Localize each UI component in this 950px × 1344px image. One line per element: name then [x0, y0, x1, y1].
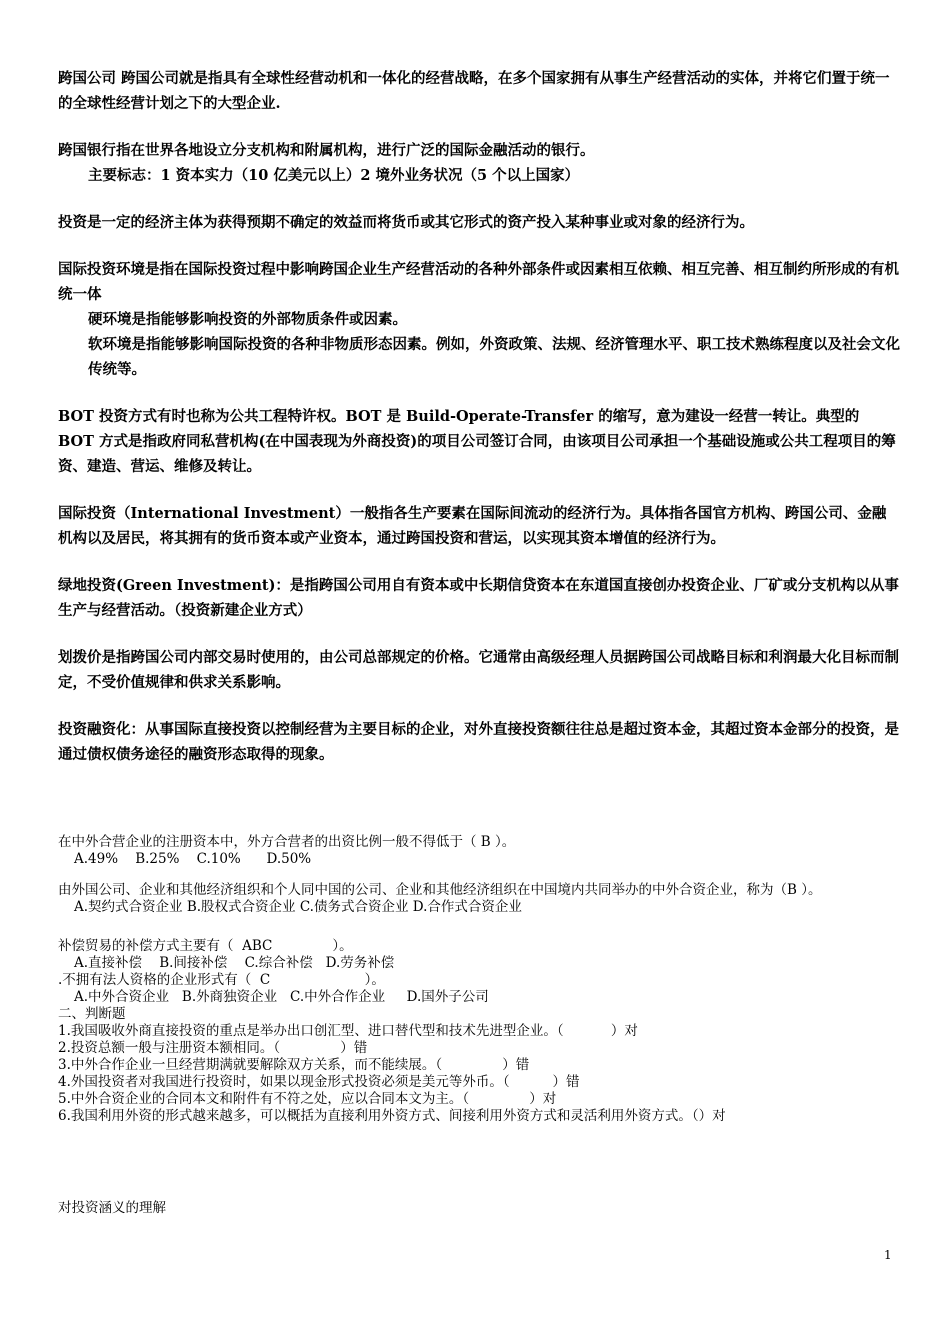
- judgment-item: 5.中外合资企业的合同本文和附件有不符之处，应以合同本文为主。（ ）对: [58, 1091, 557, 1107]
- question-2-options: A.契约式合资企业 B.股权式合资企业 C.债务式合资企业 D.合作式合资企业: [74, 899, 522, 915]
- judgment-item: 4.外国投资者对我国进行投资时，如果以现金形式投资必须是美元等外币。（ ）错: [58, 1074, 580, 1090]
- definition-sub-item: 主要标志：1 资本实力（10 亿美元以上）2 境外业务状况（5 个以上国家）: [88, 167, 580, 184]
- question-3: 补偿贸易的补偿方式主要有（ ABC ）。: [58, 938, 353, 954]
- question-3-options: A.直接补偿 B.间接补偿 C.综合补偿 D.劳务补偿: [74, 955, 395, 971]
- definition-bot: BOT 投资方式有时也称为公共工程特许权。BOT 是 Build-Operate-Transfer 的缩写，意为建设一经营一转让。典型的 BOT 方式是指政府同私营机构(在中国表现为外商投资)的项目公司签订合同，由该项目公司承担一个基础设施或公共工程项目的筹资、建造、营运、维修及转让。: [58, 408, 896, 475]
- question-4-options: A.中外合资企业 B.外商独资企业 C.中外合作企业 D.国外子公司: [74, 989, 489, 1005]
- page-number: 1: [884, 1248, 892, 1262]
- judgment-item: 1.我国吸收外商直接投资的重点是举办出口创汇型、进口替代型和技术先进型企业。（ ）对: [58, 1023, 638, 1039]
- question-1: 在中外合营企业的注册资本中，外方合营者的出资比例一般不得低于（ B ）。: [58, 834, 516, 850]
- definition-sub-item: 软环境是指能够影响国际投资的各种非物质形态因素。例如，外资政策、法规、经济管理水平、职工技术熟练程度以及社会文化传统等。: [88, 336, 900, 378]
- definition-investment: 投资是一定的经济主体为获得预期不确定的效益而将货币或其它形式的资产投入某种事业或对象的经济行为。: [58, 214, 754, 231]
- definition-sub-item: 硬环境是指能够影响投资的外部物质条件或因素。: [88, 311, 407, 328]
- section-title-judgment: 二、判断题: [58, 1006, 126, 1022]
- definition-multinational-corporation: 跨国公司 跨国公司就是指具有全球性经营动机和一体化的经营战略，在多个国家拥有从事生产经营活动的实体，并将它们置于统一的全球性经营计划之下的大型企业.: [58, 70, 890, 112]
- judgment-item: 6.我国利用外资的形式越来越多，可以概括为直接利用外资方式、间接利用外资方式和灵活利用外资方式。（）对: [58, 1108, 726, 1124]
- definitions-section: [58, 66, 900, 789]
- definition-multinational-bank: 跨国银行指在世界各地设立分支机构和附属机构，进行广泛的国际金融活动的银行。 主要标志：1 资本实力（10 亿美元以上）2 境外业务状况（5 个以上国家）: [58, 138, 900, 188]
- question-2: 由外国公司、企业和其他经济组织和个人同中国的公司、企业和其他经济组织在中国境内共同举办的中外合资企业，称为（B ）。: [58, 882, 822, 898]
- definition-investment-financing: 投资融资化：从事国际直接投资以控制经营为主要目标的企业，对外直接投资额往往总是超过资本金，其超过资本金部分的投资，是通过债权债务途径的融资形态取得的现象。: [58, 721, 899, 763]
- definition-investment-environment: 国际投资环境是指在国际投资过程中影响跨国企业生产经营活动的各种外部条件或因素相互依赖、相互完善、相互制约所形成的有机统一体 硬环境是指能够影响投资的外部物质条件或因素。 软环境是指能够影响国际投资的各种非物质形态因素。例如，外资政策、法规、经济管理水平、职工技术熟练程度以及社会文化传统等。: [58, 257, 900, 382]
- definition-transfer-price: 划拨价是指跨国公司内部交易时使用的，由公司总部规定的价格。它通常由高级经理人员据跨国公司战略目标和利润最大化目标而制定，不受价值规律和供求关系影响。: [58, 649, 899, 691]
- definition-international-investment: 国际投资（International Investment）一般指各生产要素在国际间流动的经济行为。具体指各国官方机构、跨国公司、金融机构以及居民，将其拥有的货币资本或产业资本，通过跨国投资和营运，以实现其资本增值的经济行为。: [58, 505, 887, 547]
- judgment-item: 3.中外合作企业一旦经营期满就要解除双方关系，而不能续展。（ ）错: [58, 1057, 530, 1073]
- judgment-item: 2.投资总额一般与注册资本额相同。（ ）错: [58, 1040, 368, 1056]
- quiz-section: [58, 834, 900, 1125]
- question-4: .不拥有法人资格的企业形式有（ C ）。: [58, 972, 385, 988]
- definition-green-investment: 绿地投资(Green Investment)：是指跨国公司用自有资本或中长期信贷资本在东道国直接创办投资企业、厂矿或分支机构以从事生产与经营活动。（投资新建企业方式）: [58, 577, 899, 619]
- footer-heading: 对投资涵义的理解: [58, 1200, 166, 1216]
- question-1-options: A.49% B.25% C.10% D.50%: [74, 851, 312, 867]
